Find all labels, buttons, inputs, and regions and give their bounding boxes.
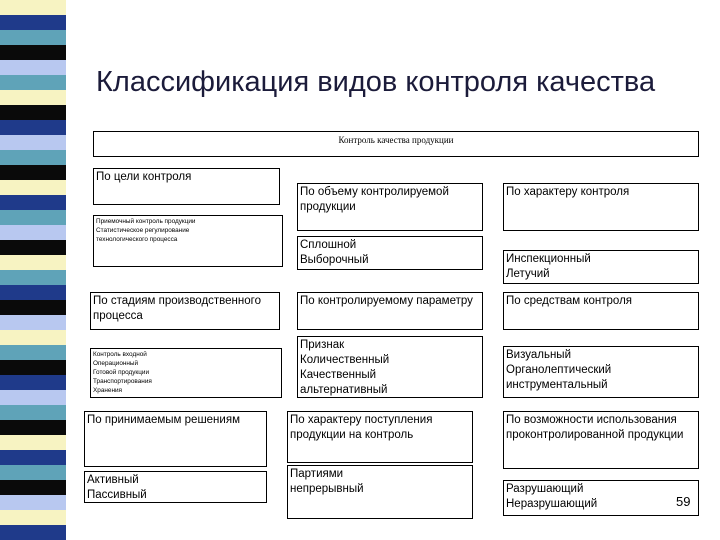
stripe-cell xyxy=(0,135,66,150)
by-usability-label: проконтролированной продукции xyxy=(506,429,684,441)
by-decisions-items-box xyxy=(84,471,267,503)
stripe-cell xyxy=(0,525,66,540)
by-usability-item: Неразрушающий xyxy=(506,498,598,510)
by-stages-label: По стадиям производственного xyxy=(93,295,261,307)
slide-title: Классификация видов контроля качества xyxy=(96,66,656,98)
stripe-cell xyxy=(0,390,66,405)
stripe-cell xyxy=(0,45,66,60)
stripe-cell xyxy=(0,285,66,300)
by-arrival-label: продукции на контроль xyxy=(290,429,414,441)
by-goal-label: По цели контроля xyxy=(96,171,192,183)
stripe-cell xyxy=(0,240,66,255)
by-parameter-item: Признак xyxy=(300,339,345,351)
by-stages-label: процесса xyxy=(93,310,143,322)
by-volume-items-box xyxy=(297,236,483,270)
stripe-cell xyxy=(0,120,66,135)
by-arrival-label-box xyxy=(287,411,473,463)
stripe-cell xyxy=(0,15,66,30)
stripe-cell xyxy=(0,195,66,210)
by-means-item: инструментальный xyxy=(506,379,608,391)
stripe-cell xyxy=(0,345,66,360)
by-goal-item: Статистическое регулирование xyxy=(96,227,190,234)
by-nature-label-box xyxy=(503,183,699,231)
by-stages-item: Контроль входной xyxy=(93,351,147,358)
stripe-cell xyxy=(0,90,66,105)
by-goal-item: Приемочный контроль продукции xyxy=(96,218,196,225)
stripe-cell xyxy=(0,300,66,315)
by-arrival-item: непрерывный xyxy=(290,483,364,495)
by-arrival-label: По характеру поступления xyxy=(290,414,433,426)
stripe-cell xyxy=(0,405,66,420)
stripe-cell xyxy=(0,60,66,75)
header-label: Контроль качества продукции xyxy=(338,135,454,145)
by-arrival-item: Партиями xyxy=(290,468,344,480)
by-decisions-item: Пассивный xyxy=(87,489,147,501)
by-stages-item: Транспортирования xyxy=(93,378,152,385)
by-stages-items-box xyxy=(90,348,282,398)
stripe-cell xyxy=(0,360,66,375)
by-parameter-items-box xyxy=(297,336,483,398)
stripe-cell xyxy=(0,315,66,330)
by-means-label-box xyxy=(503,292,699,330)
stripe-cell xyxy=(0,255,66,270)
by-volume-label: продукции xyxy=(300,201,356,213)
stripe-cell xyxy=(0,180,66,195)
by-goal-items-box xyxy=(93,215,283,267)
stripe-cell xyxy=(0,165,66,180)
by-parameter-item: Качественный xyxy=(300,369,377,381)
by-arrival-items-box xyxy=(287,465,473,519)
by-means-items-box xyxy=(503,346,699,398)
stripe-cell xyxy=(0,30,66,45)
by-parameter-item: Количественный xyxy=(300,354,390,366)
by-parameter-item: альтернативный xyxy=(300,384,388,396)
by-stages-item: Готовой продукции xyxy=(93,369,150,376)
stripe-cell xyxy=(0,480,66,495)
stripe-cell xyxy=(0,330,66,345)
by-nature-item: Летучий xyxy=(506,268,550,280)
stripe-cell xyxy=(0,495,66,510)
by-volume-item: Выборочный xyxy=(300,254,369,266)
by-decisions-item: Активный xyxy=(87,474,139,486)
by-stages-item: Хранения xyxy=(93,387,123,394)
stripe-cell xyxy=(0,435,66,450)
by-means-item: Органолептический xyxy=(506,364,612,376)
decorative-stripe xyxy=(0,0,66,540)
by-usability-label: По возможности использования xyxy=(506,414,677,426)
stripe-cell xyxy=(0,210,66,225)
by-decisions-label-box xyxy=(84,411,267,467)
stripe-cell xyxy=(0,0,66,15)
header-box xyxy=(93,131,699,157)
stripe-cell xyxy=(0,420,66,435)
by-goal-label-box xyxy=(93,168,280,205)
by-means-label: По средствам контроля xyxy=(506,295,633,307)
stripe-cell xyxy=(0,270,66,285)
stripe-cell xyxy=(0,450,66,465)
by-volume-label: По объему контролируемой xyxy=(300,186,449,198)
stripe-cell xyxy=(0,150,66,165)
by-usability-item: Разрушающий xyxy=(506,483,584,495)
stripe-cell xyxy=(0,225,66,240)
by-nature-items-box xyxy=(503,250,699,284)
stripe-cell xyxy=(0,105,66,120)
by-usability-items-box xyxy=(503,480,699,516)
stripe-cell xyxy=(0,465,66,480)
by-stages-label-box xyxy=(90,292,280,330)
by-parameter-label: По контролируемому параметру xyxy=(300,295,473,307)
by-parameter-label-box xyxy=(297,292,483,330)
stripe-cell xyxy=(0,510,66,525)
page-number: 59 xyxy=(676,494,691,509)
by-usability-label-box xyxy=(503,411,699,469)
by-nature-item: Инспекционный xyxy=(506,253,591,265)
by-goal-item: технологического процесса xyxy=(96,236,178,243)
by-stages-item: Операционный xyxy=(93,360,139,367)
by-means-item: Визуальный xyxy=(506,349,571,361)
stripe-cell xyxy=(0,75,66,90)
by-decisions-label: По принимаемым решениям xyxy=(87,414,240,426)
by-volume-item: Сплошной xyxy=(300,239,357,251)
by-nature-label: По характеру контроля xyxy=(506,186,630,198)
stripe-cell xyxy=(0,375,66,390)
by-volume-label-box xyxy=(297,183,483,231)
